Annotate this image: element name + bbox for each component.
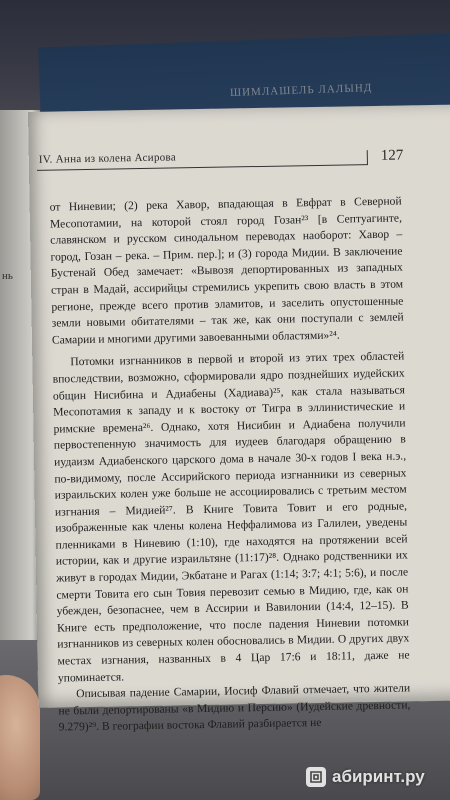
header-rule xyxy=(37,164,367,171)
labirint-logo-icon xyxy=(306,767,326,787)
thumb-holding-book xyxy=(0,675,40,800)
page-number: 127 xyxy=(380,147,404,164)
paragraph-1: от Ниневии; (2) река Хавор, впадающая в Евфрат в Северной Месопотамии, на которой стоял город Гозан²³ [в Септуагинте, славянском и русском синодальном переводах наоборот: Хавор – город, Гозан – река. – Прим. пер.]; и (3) города Мидии. В заключение Бустенай Обед замечает: «Вывозя депортированных из западных стран в Мадай, ассирийцы стремились укрепить свою власть в этом регионе, прежде всего против эламитов, и заселить опустошенные земли новыми обитателями – так же, как они поступали с землей Самарии и многими другими завоеванными областями»²⁴. xyxy=(49,194,404,347)
background-book-title: ШИМЛАШЕЛЬ ЛАЛЫНД xyxy=(229,82,373,99)
book-page xyxy=(28,104,450,734)
running-head: IV. Анна из колена Асирова xyxy=(38,151,177,166)
paragraph-3: Описывая падение Самарии, Иосиф Флавий отмечает, что жители не были депортированы «в Мидию и Персию» (Иудейские древности, 9.279)²⁹. В географии востока Флавий разбирается не xyxy=(58,681,411,734)
paragraph-2: Потомки изгнанников в первой и второй из этих трех областей впоследствии, возможно, сформировали ядро позднейших иудейских общин Нисибина и Адиабены (Хадиава)²⁵, как стала называться Месопотамия к западу и к востоку от Тигра в эллинистические и римские времена²⁶. Однако, хотя Нисибин и Адиабена получили первостепенную значимость для иудеев благодаря обращению в иудаизм Адиабенского царского дома в начале 30-х годов I века н.э., по-видимому, после Ассирийского периода изгнанники из северных израильских колен уже больше не ассоциировались с третьим местом изгнания – Мидией²⁷. В Книге Товита Товит и его родные, изображенные как члены колена Неффалимова из Галилеи, уведены пленниками в Ниневию (1:10), где находятся на протяжении всей истории, как и другие израильтяне (11:17)²⁸. Однако родственники их живут в городах Мидии, Экбатане и Рагах (1:14; 3:7; 4:1; 5:6), и после смерти Товита его сын Товия перевозит семью в Мидию, где, как он убежден, безопаснее, чем в Ассирии и Вавилонии (14:4, 12–15). В Книге есть предположение, что после падения Ниневии потомки изгнанников из северных колен обосновались в Мидии. О других двух местах изгнания, названных в 4 Цар 17:6 и 18:11, даже не упоминается. xyxy=(52,349,410,685)
watermark xyxy=(306,765,425,789)
header-tick xyxy=(367,150,368,165)
watermark-text: абиринт.ру xyxy=(332,767,425,786)
left-page-fragment: нь xyxy=(2,270,13,282)
body-text xyxy=(50,193,411,736)
